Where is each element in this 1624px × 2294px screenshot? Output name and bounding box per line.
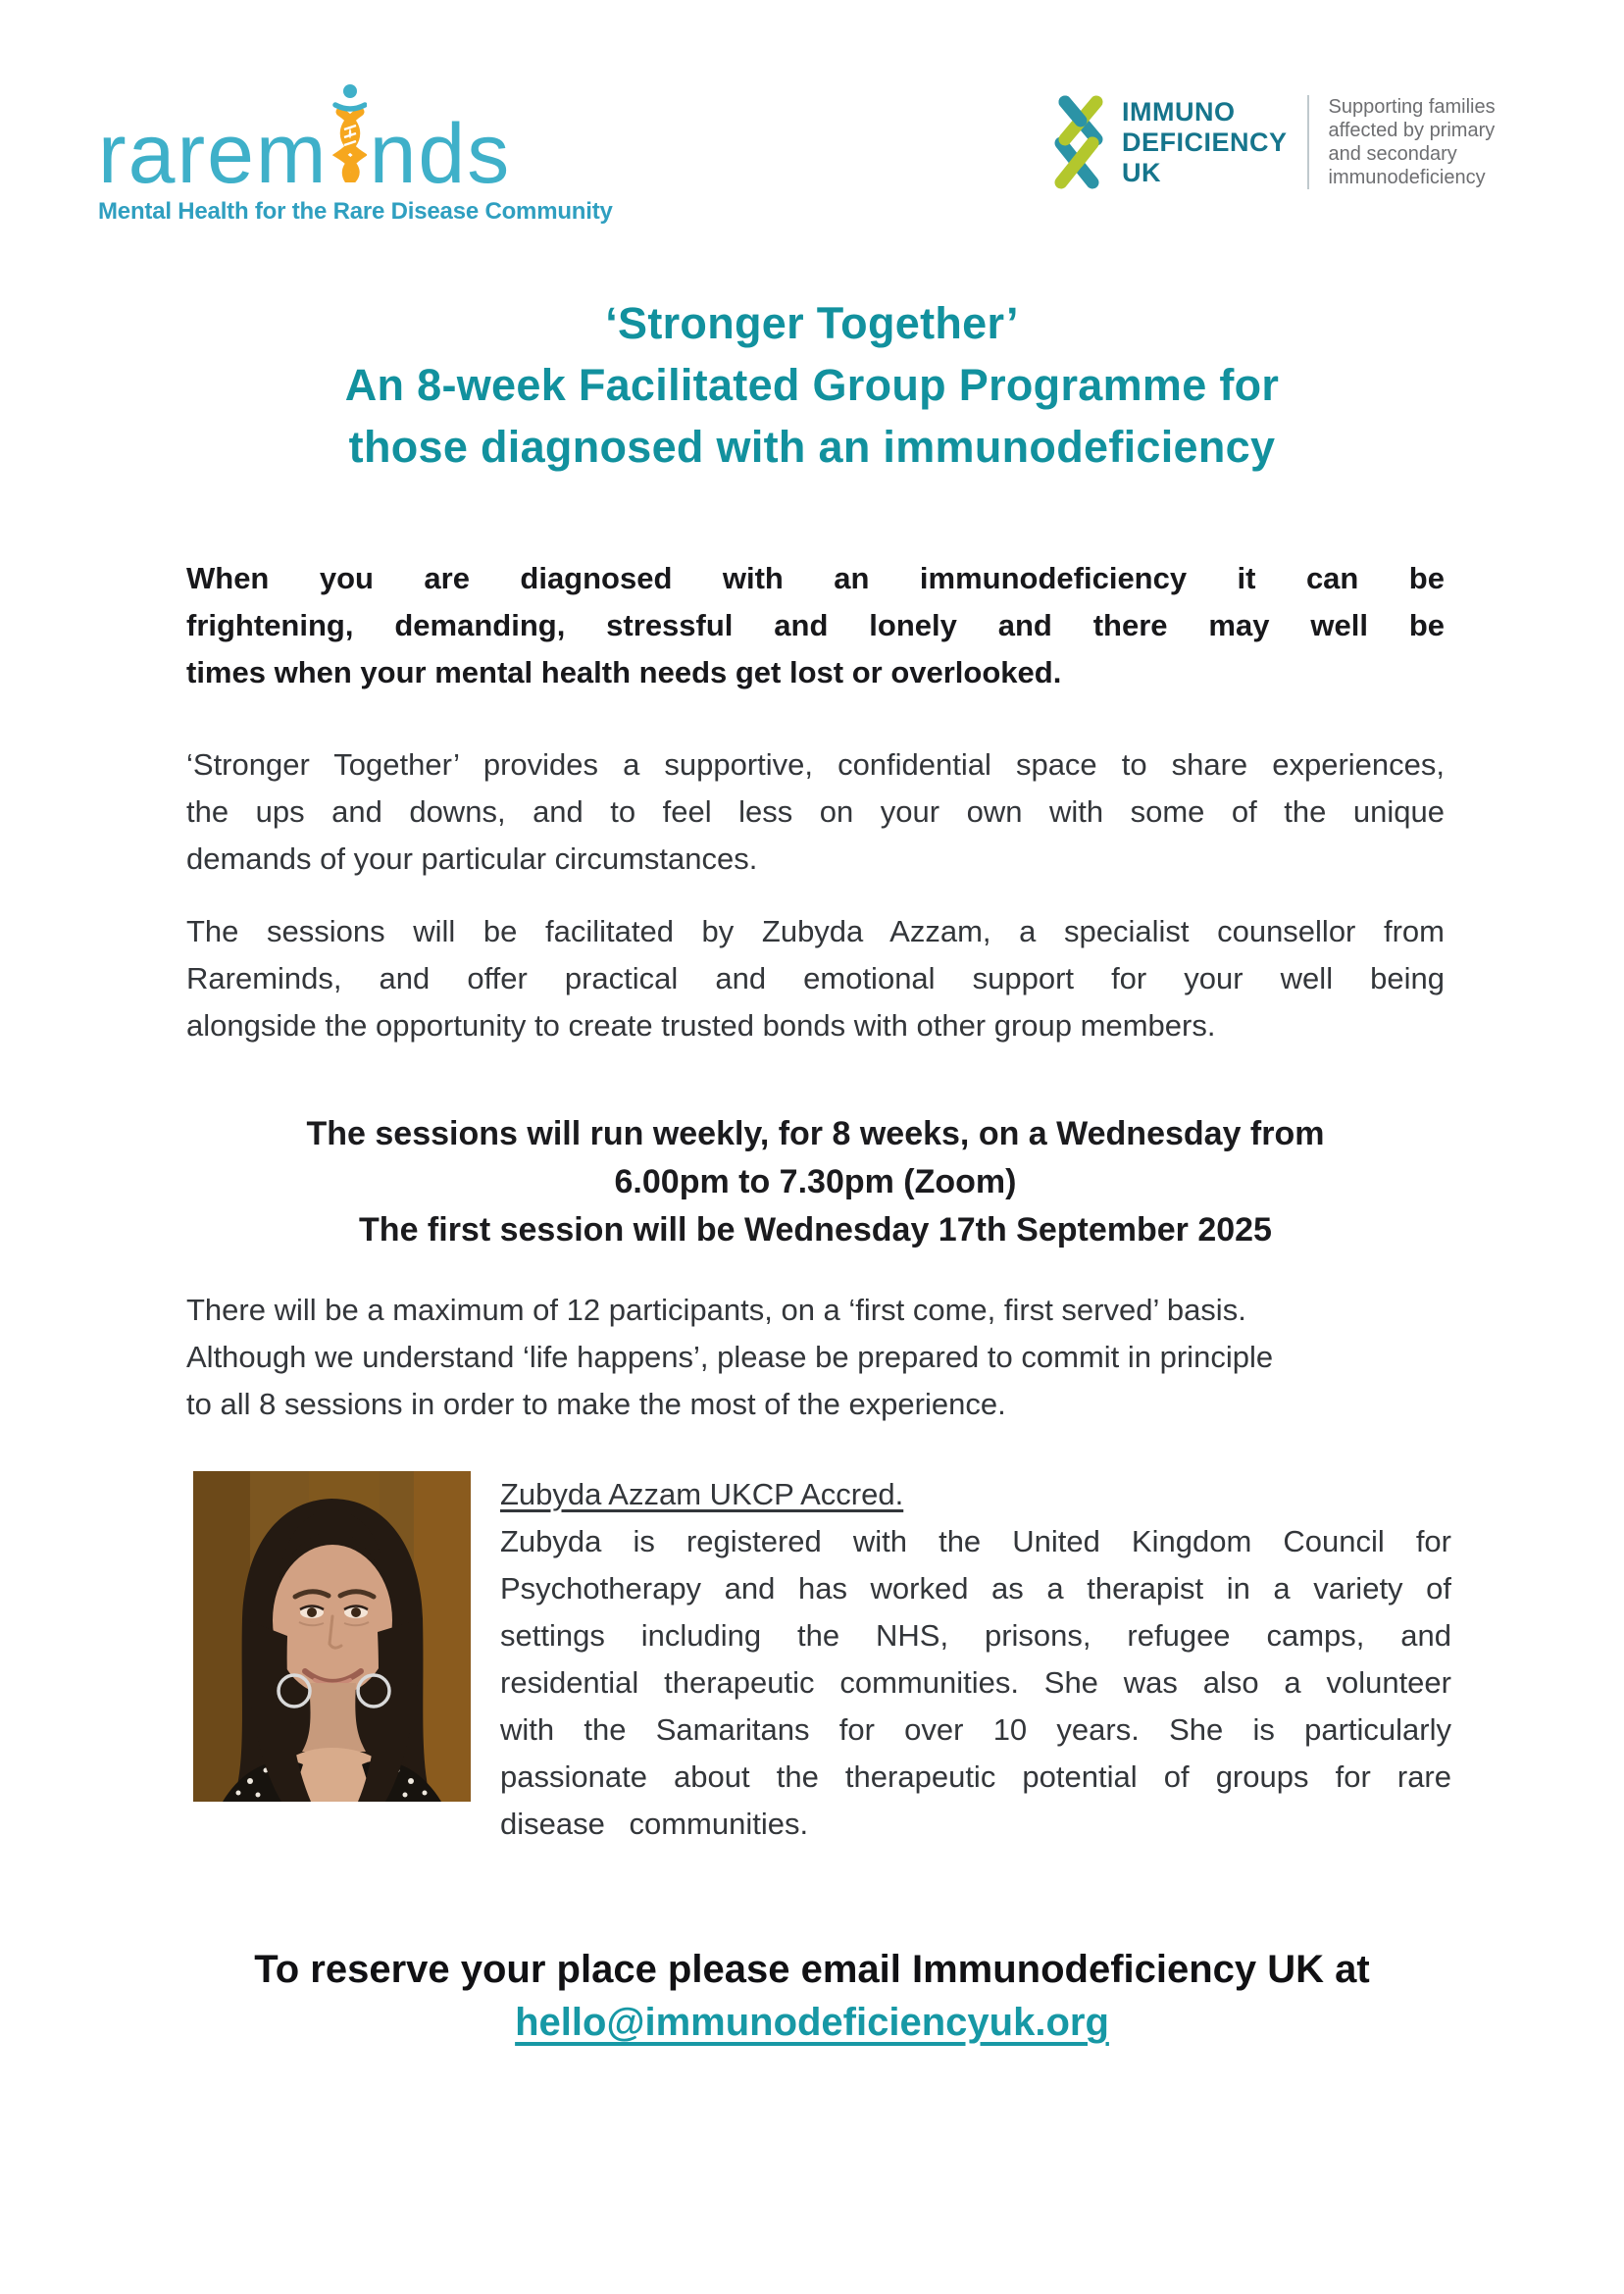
dna-helix-icon bbox=[331, 82, 367, 182]
bio-line: with the Samaritans for over 10 years. She is particularly bbox=[500, 1712, 1451, 1747]
logo-divider bbox=[1307, 95, 1309, 189]
participants-paragraph bbox=[186, 1287, 1445, 1428]
rareminds-wordmark-left: rarem bbox=[98, 107, 329, 201]
intro-paragraph bbox=[186, 555, 1445, 696]
paragraph-line: frightening, demanding, stressful and lonely and there may well be bbox=[186, 608, 1445, 642]
rareminds-wordmark-right: nds bbox=[369, 107, 512, 201]
paragraph-line: When you are diagnosed with an immunodeficiency it can be bbox=[186, 561, 1445, 595]
rareminds-logo bbox=[98, 82, 613, 226]
page-title bbox=[0, 292, 1624, 478]
rareminds-tagline: Mental Health for the Rare Disease Community bbox=[98, 198, 613, 225]
iduk-tagline-line: immunodeficiency bbox=[1328, 167, 1486, 188]
schedule-line: The sessions will run weekly, for 8 weeks, on a Wednesday from bbox=[306, 1115, 1325, 1152]
bio-text bbox=[500, 1471, 1451, 1848]
paragraph-line: demands of your particular circumstances. bbox=[186, 841, 758, 876]
rareminds-wordmark bbox=[98, 82, 613, 201]
paragraph-line: ‘Stronger Together’ provides a supportive, confidential space to share experiences, bbox=[186, 747, 1445, 782]
email-link[interactable]: hello@immunodeficiencyuk.org bbox=[515, 2001, 1109, 2044]
paragraph-line: to all 8 sessions in order to make the most of the experience. bbox=[186, 1387, 1006, 1421]
iduk-wordmark-line: UK bbox=[1122, 157, 1161, 187]
bio-line: Zubyda is registered with the United Kingdom Council for bbox=[500, 1524, 1451, 1558]
immunodeficiency-uk-logo bbox=[1051, 94, 1496, 190]
paragraph-line: The sessions will be facilitated by Zubyda Azzam, a specialist counsellor from bbox=[186, 914, 1445, 948]
iduk-tagline bbox=[1329, 95, 1496, 189]
facilitator-paragraph bbox=[186, 908, 1445, 1049]
iduk-tagline-line: Supporting families bbox=[1328, 96, 1496, 118]
bio-line: disease communities. bbox=[500, 1807, 809, 1841]
iduk-dna-icon bbox=[1051, 94, 1106, 190]
footer bbox=[0, 1944, 1624, 2048]
schedule-line: 6.00pm to 7.30pm (Zoom) bbox=[614, 1163, 1017, 1200]
iduk-tagline-line: affected by primary bbox=[1328, 120, 1496, 141]
paragraph-line: alongside the opportunity to create trusted bonds with other group members. bbox=[186, 1008, 1216, 1043]
schedule-block bbox=[186, 1110, 1445, 1254]
bio-section bbox=[193, 1471, 1451, 1848]
iduk-wordmark-line: IMMUNO bbox=[1122, 96, 1236, 127]
iduk-tagline-line: and secondary bbox=[1328, 143, 1457, 165]
paragraph-line: times when your mental health needs get lost or overlooked. bbox=[186, 655, 1062, 689]
paragraph-line: There will be a maximum of 12 participants, on a ‘first come, first served’ basis. bbox=[186, 1293, 1246, 1327]
bio-line: settings including the NHS, prisons, refugee camps, and bbox=[500, 1618, 1451, 1653]
bio-heading: Zubyda Azzam UKCP Accred. bbox=[500, 1477, 904, 1511]
bio-line: Psychotherapy and has worked as a therapist in a variety of bbox=[500, 1571, 1451, 1606]
bio-line: residential therapeutic communities. She was also a volunteer bbox=[500, 1665, 1451, 1700]
paragraph-line: Rareminds, and offer practical and emotional support for your well being bbox=[186, 961, 1445, 995]
schedule-line: The first session will be Wednesday 17th September 2025 bbox=[359, 1211, 1272, 1249]
iduk-wordmark bbox=[1122, 97, 1288, 188]
zubyda-photo bbox=[193, 1471, 471, 1802]
paragraph-line: the ups and downs, and to feel less on your own with some of the unique bbox=[186, 794, 1445, 829]
iduk-wordmark-line: DEFICIENCY bbox=[1122, 127, 1288, 157]
paragraph-line: Although we understand ‘life happens’, please be prepared to commit in principle bbox=[186, 1340, 1274, 1374]
footer-text: To reserve your place please email Immunodeficiency UK at bbox=[254, 1948, 1370, 1991]
space-paragraph bbox=[186, 741, 1445, 883]
title-line: those diagnosed with an immunodeficiency bbox=[348, 422, 1276, 472]
title-line: An 8-week Facilitated Group Programme for bbox=[344, 360, 1280, 410]
title-line: ‘Stronger Together’ bbox=[605, 298, 1019, 348]
bio-line: passionate about the therapeutic potential of groups for rare bbox=[500, 1759, 1451, 1794]
